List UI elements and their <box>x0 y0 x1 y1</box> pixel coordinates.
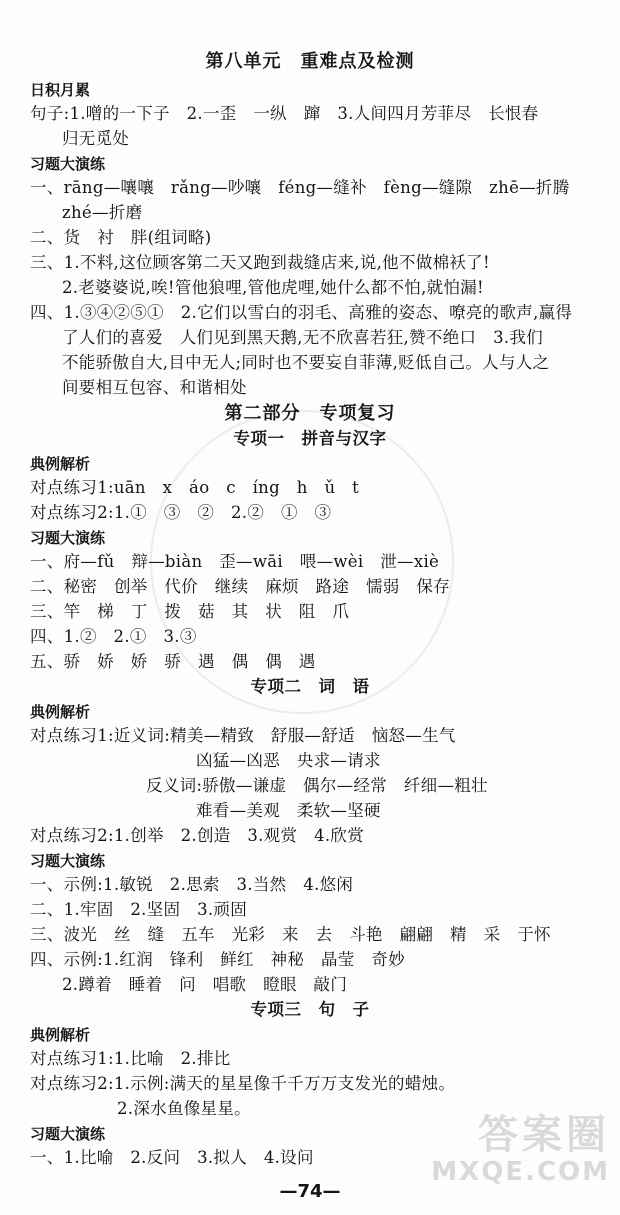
text-line: 四、1.② 2.① 3.③ <box>30 627 197 646</box>
topic-title-2: 专项二 词 语 <box>250 677 370 696</box>
topic-title-3: 专项三 句 子 <box>250 1000 370 1019</box>
text-line: 2.老婆婆说,唉!管他狼哩,管他虎哩,她什么都不怕,就怕漏! <box>62 278 484 297</box>
watermark-url: MXQE.COM <box>431 1157 610 1187</box>
text-line: 对点练习1:1.比喻 2.排比 <box>30 1049 231 1068</box>
text-line: 一、示例:1.敏锐 2.思索 3.当然 4.悠闲 <box>30 875 354 894</box>
text-line: 一、府—fǔ 辩—biàn 歪—wāi 喂—wèi 泄—xiè <box>30 552 440 571</box>
text-line: 一、1.比喻 2.反问 3.拟人 4.设问 <box>30 1148 314 1167</box>
text-line: 难看—美观 柔软—坚硬 <box>196 801 381 820</box>
text-line: 对点练习1:uān x áo c íng h ǔ t <box>30 478 360 497</box>
page-number: —74— <box>279 1181 341 1202</box>
text-line: 四、示例:1.红润 锋利 鲜红 神秘 晶莹 奇妙 <box>30 950 406 969</box>
text-line: 归无觅处 <box>62 129 130 148</box>
text-line: 三、波光 丝 缝 五车 光彩 来 去 斗艳 翩翩 精 采 于怀 <box>30 925 551 944</box>
text-line: 反义词:骄傲—谦虚 偶尔—经常 纤细—粗壮 <box>146 776 488 795</box>
section-header-xiti: 习题大演练 <box>30 155 106 173</box>
text-line: 间要相互包容、和谐相处 <box>62 378 247 397</box>
section-header-rijiyuelei: 日积月累 <box>30 81 91 99</box>
section-header-dianli: 典例解析 <box>30 1026 91 1044</box>
text-line: 对点练习2:1.创举 2.创造 3.观赏 4.欣赏 <box>30 826 365 845</box>
text-line: 2.蹲着 睡着 问 唱歌 瞪眼 敲门 <box>62 975 348 994</box>
section-header-xiti: 习题大演练 <box>30 852 106 870</box>
text-line: 句子:1.噌的一下子 2.一歪 一纵 蹿 3.人间四月芳菲尽 长恨春 <box>30 104 539 123</box>
text-line: 四、1.③④②⑤① 2.它们以雪白的羽毛、高雅的姿态、嘹亮的歌声,赢得 <box>30 303 573 322</box>
text-line: 三、1.不料,这位顾客第二天又跑到裁缝店来,说,他不做棉袄了! <box>30 253 490 272</box>
text-line: 二、秘密 创举 代价 继续 麻烦 路途 懦弱 保存 <box>30 577 450 596</box>
text-line: 不能骄傲自大,目中无人;同时也不要妄自菲薄,贬低自己。人与人之 <box>62 353 550 372</box>
section-header-dianli: 典例解析 <box>30 455 91 473</box>
text-line: 对点练习1:近义词:精美—精致 舒服—舒适 恼怒—生气 <box>30 726 456 745</box>
section-header-xiti: 习题大演练 <box>30 529 106 547</box>
section-header-dianli: 典例解析 <box>30 703 91 721</box>
topic-title-1: 专项一 拼音与汉字 <box>233 429 387 448</box>
watermark-text: 答案圈 <box>478 1112 610 1158</box>
part-title: 第二部分 专项复习 <box>224 403 396 424</box>
text-line: 五、骄 娇 娇 骄 遇 偶 偶 遇 <box>30 652 316 671</box>
text-line: 凶猛—凶恶 央求—请求 <box>196 751 381 770</box>
text-line: 一、rāng—嚷嚷 rǎng—吵嚷 féng—缝补 fèng—缝隙 zhē—折腾 <box>30 178 570 197</box>
section-header-xiti: 习题大演练 <box>30 1125 106 1143</box>
text-line: zhé—折磨 <box>62 203 143 222</box>
watermark-logo <box>420 1113 610 1193</box>
text-line: 二、货 衬 胖(组词略) <box>30 228 212 247</box>
text-line: 三、竿 梯 丁 拨 菇 其 状 阻 爪 <box>30 602 350 621</box>
unit-title: 第八单元 重难点及检测 <box>205 51 415 72</box>
text-line: 对点练习2:1.示例:满天的星星像千千万万支发光的蜡烛。 <box>30 1074 456 1093</box>
text-line: 2.深水鱼像星星。 <box>117 1099 251 1118</box>
text-line: 对点练习2:1.① ③ ② 2.② ① ③ <box>30 503 332 522</box>
text-line: 二、1.牢固 2.坚固 3.顽固 <box>30 900 248 919</box>
text-line: 了人们的喜爱 人们见到黑天鹅,无不欣喜若狂,赞不绝口 3.我们 <box>62 328 544 347</box>
